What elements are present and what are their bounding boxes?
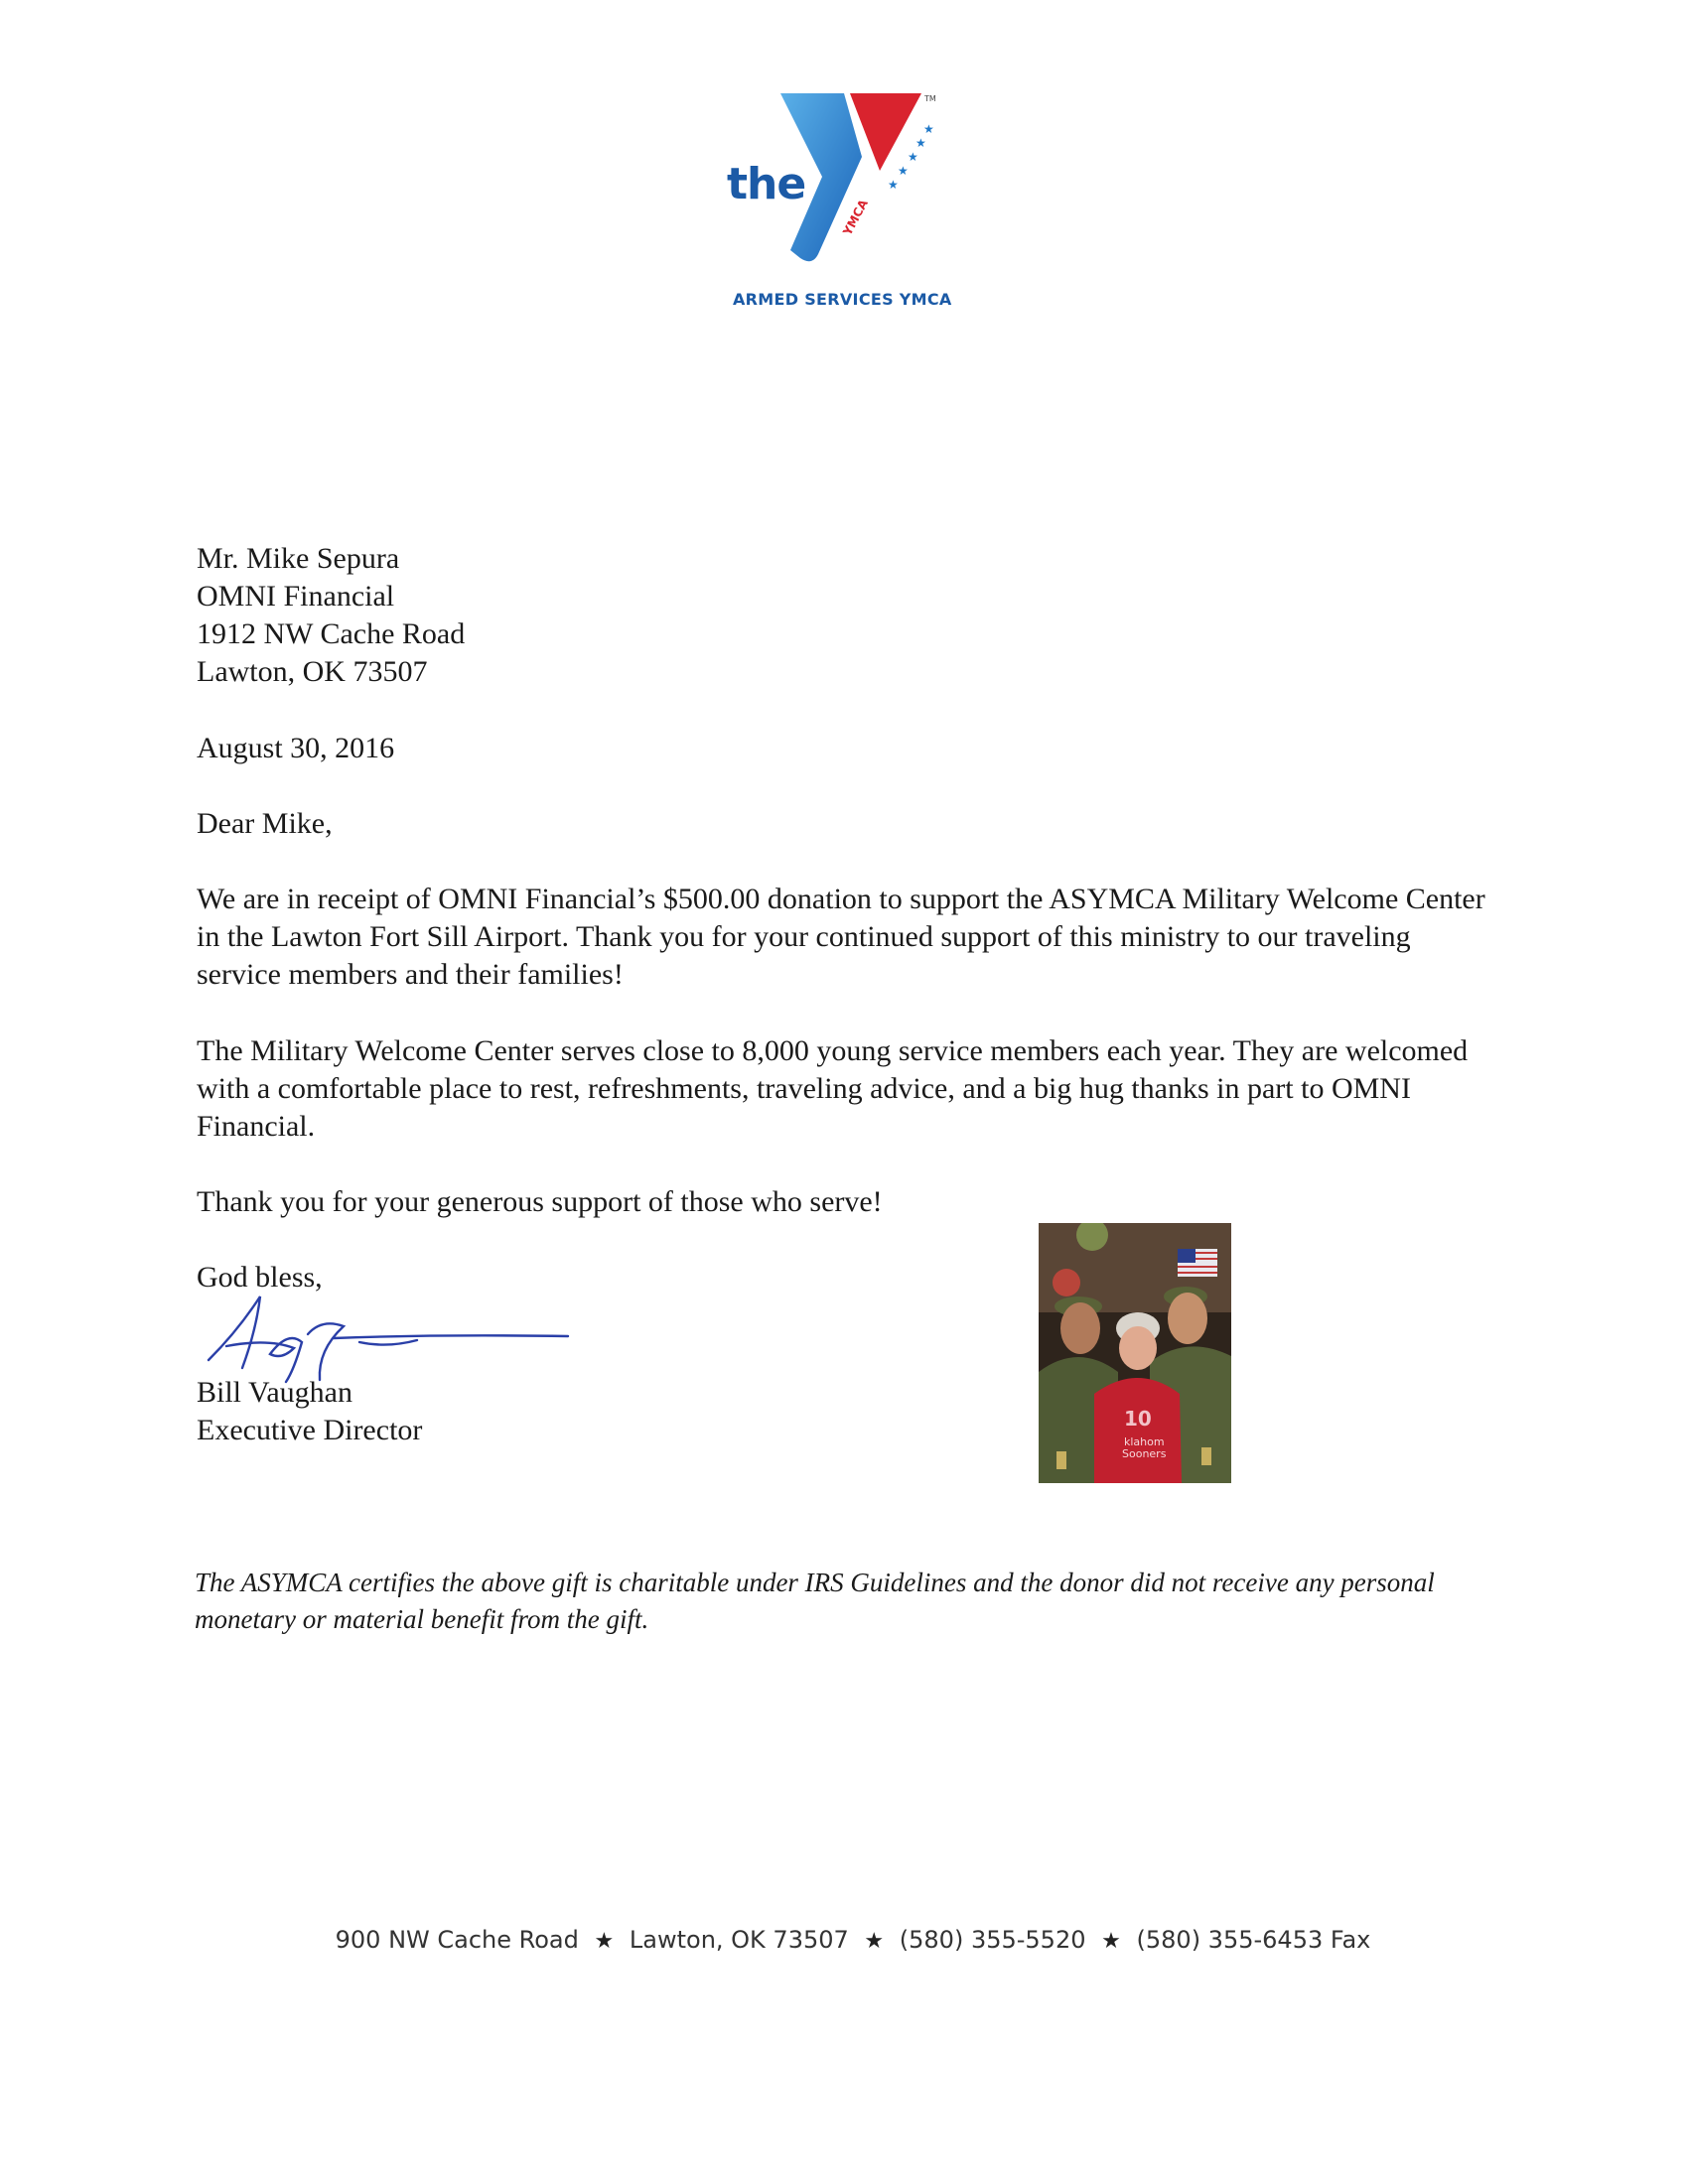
signer-title: Executive Director xyxy=(197,1414,423,1446)
recipient-city: Lawton, OK 73507 xyxy=(197,655,428,688)
footer-phone: (580) 355-5520 xyxy=(899,1926,1086,1954)
recipient-street: 1912 NW Cache Road xyxy=(197,617,466,650)
letter-date: August 30, 2016 xyxy=(197,732,395,764)
svg-text:★: ★ xyxy=(908,150,918,164)
body-paragraph: The Military Welcome Center serves close to 8,000 young service members each year. They are welcomed with a comfortable place to rest, refreshments, traveling advice, and a big hug thanks in part to OMNI Financial. xyxy=(197,1034,1469,1143)
footer-fax: (580) 355-6453 Fax xyxy=(1136,1926,1371,1954)
svg-text:YMCA: YMCA xyxy=(840,197,871,238)
logo-word-the: the xyxy=(727,159,806,209)
svg-text:10: 10 xyxy=(1124,1407,1152,1431)
closing: God bless, xyxy=(197,1261,323,1294)
salutation: Dear Mike, xyxy=(197,807,333,840)
svg-text:★: ★ xyxy=(915,136,926,150)
signer-name: Bill Vaughan xyxy=(197,1376,352,1409)
star-separator-icon: ★ xyxy=(594,1929,615,1954)
star-separator-icon: ★ xyxy=(1101,1929,1121,1954)
organization-name: ARMED SERVICES YMCA xyxy=(733,290,952,309)
svg-text:★: ★ xyxy=(898,164,909,178)
irs-disclaimer: The ASYMCA certifies the above gift is charitable under IRS Guidelines and the donor did not receive any personal monetary or material benefit from the gift. xyxy=(195,1568,1435,1634)
recipient-company: OMNI Financial xyxy=(197,580,395,613)
recipient-address xyxy=(197,540,465,691)
footer-city: Lawton, OK 73507 xyxy=(629,1926,849,1954)
recipient-name: Mr. Mike Sepura xyxy=(197,542,400,575)
svg-text:★: ★ xyxy=(923,122,934,136)
star-separator-icon: ★ xyxy=(864,1929,885,1954)
footer-contact xyxy=(0,1926,1688,1954)
signer-block xyxy=(197,1374,422,1449)
footer-address: 900 NW Cache Road xyxy=(335,1926,579,1954)
svg-text:TM: TM xyxy=(924,94,936,103)
svg-text:klahom: klahom xyxy=(1124,1435,1165,1448)
svg-text:★: ★ xyxy=(888,178,899,192)
welcome-center-photo xyxy=(1039,1223,1231,1483)
body-paragraph: Thank you for your generous support of those who serve! xyxy=(197,1185,883,1218)
armed-services-ymca-logo xyxy=(713,87,971,326)
body-paragraph: We are in receipt of OMNI Financial’s $500.00 donation to support the ASYMCA Military Welcome Center in the Lawton Fort Sill Airport. Thank you for your continued support of this ministry to our traveling service members and their families! xyxy=(197,883,1485,991)
svg-text:Sooners: Sooners xyxy=(1122,1447,1167,1460)
